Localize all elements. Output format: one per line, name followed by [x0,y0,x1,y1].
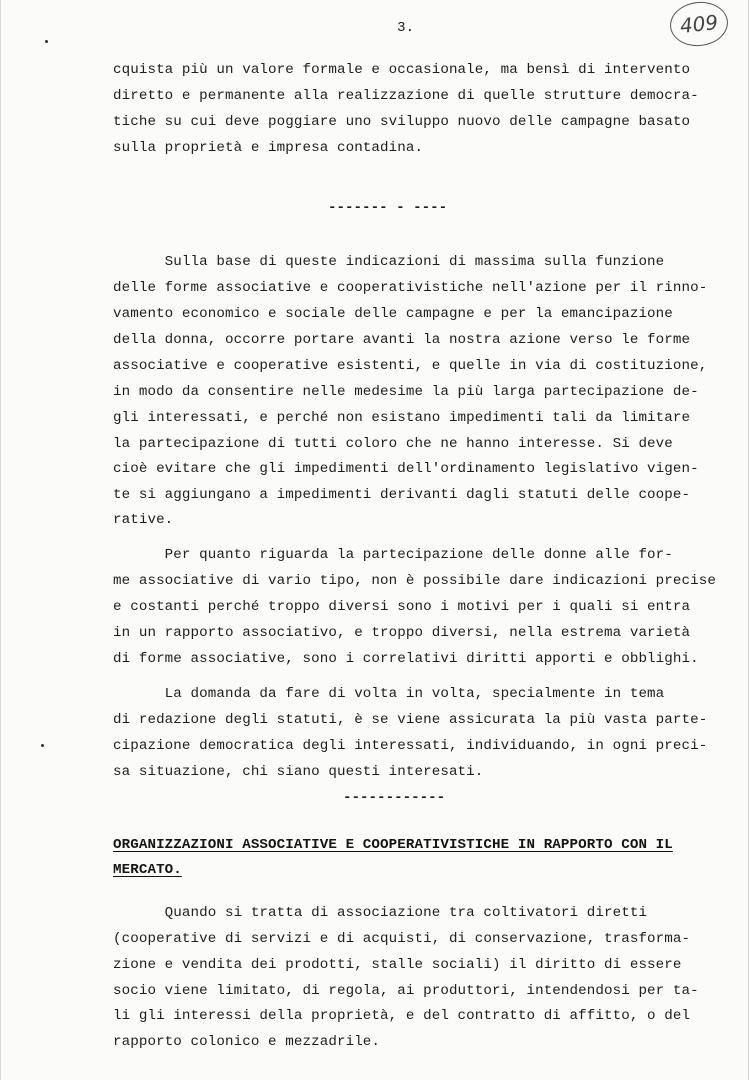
text-line: cipazione democratica degli interessati, individuando, in ogni preci- [113,738,708,754]
text-line: associative e cooperative esistenti, e quelle in via di costituzione, [113,358,708,374]
text-line: di redazione degli statuti, è se viene assicurata la più vasta parte- [113,712,708,728]
section-separator: ------------ [343,790,446,806]
text-line: li gli interessi della proprietà, e del contratto di affitto, o del [113,1008,691,1024]
text-line: cioè evitare che gli impedimenti dell'ordinamento legislativo vigen- [113,461,699,477]
text-line: di forme associative, sono i correlativi diritti apporti e obblighi. [113,651,699,667]
text-line: vamento economico e sociale delle campagne e per la emancipazione [113,306,673,322]
text-line: Per quanto riguarda la partecipazione delle donne alle for- [113,547,673,563]
text-line: rapporto colonico e mezzadrile. [113,1034,381,1050]
text-line: della donna, occorre portare avanti la nostra azione verso le forme [113,332,691,348]
text-line: me associative di vario tipo, non è possibile dare indicazioni precise [113,573,716,589]
text-line: La domanda da fare di volta in volta, specialmente in tema [113,686,665,702]
text-line: diretto e permanente alla realizzazione di quelle strutture democra- [113,88,699,104]
text-line: cquista più un valore formale e occasionale, ma bensì di intervento [113,62,691,78]
text-line: delle forme associative e cooperativistiche nell'azione per il rinno- [113,280,708,296]
text-line: socio viene limitato, di regola, ai produttori, intendendosi per ta- [113,983,699,999]
section-separator: ------- - ---- [328,200,448,216]
text-line: te si aggiungano a impedimenti derivanti dagli statuti delle coope- [113,487,691,503]
text-line: Sulla base di queste indicazioni di massima sulla funzione [113,254,665,270]
text-line: (cooperative di servizi e di acquisti, di conservazione, trasforma- [113,931,691,947]
text-line: zione e vendita dei prodotti, stalle sociali) il diritto di essere [113,957,682,973]
text-line: Quando si tratta di associazione tra coltivatori diretti [113,905,648,921]
text-line: in modo da consentire nelle medesime la più larga partecipazione de- [113,384,699,400]
text-line: la partecipazione di tutti coloro che ne hanno interesse. Si deve [113,436,673,452]
text-line: tiche su cui deve poggiare uno sviluppo nuovo delle campagne basato [113,114,691,130]
scan-speck [45,40,48,43]
text-line: in un rapporto associativo, e troppo diversi, nella estrema varietà [113,625,691,641]
text-line: sulla proprietà e impresa contadina. [113,140,424,156]
heading-line: ORGANIZZAZIONI ASSOCIATIVE E COOPERATIVISTICHE IN RAPPORTO CON IL [113,837,673,853]
scan-speck [41,744,44,747]
text-line: gli interessati, e perché non esistano impedimenti tali da limitare [113,410,691,426]
text-line: e costanti perché troppo diversi sono i motivi per i quali si entra [113,599,691,615]
text-line: sa situazione, chi siano questi interesati. [113,764,484,780]
page-number: 3. [397,20,415,36]
heading-line: MERCATO. [113,862,182,878]
archive-stamp: 409 [668,0,730,49]
text-line: rative. [113,512,174,528]
